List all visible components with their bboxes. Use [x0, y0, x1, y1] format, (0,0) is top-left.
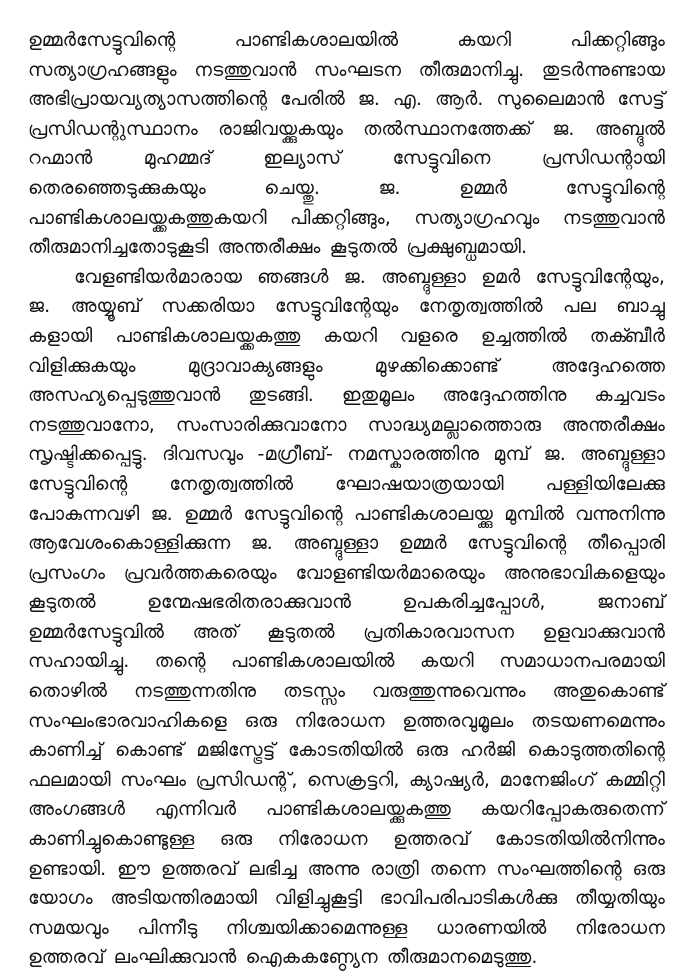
- body-paragraph: വേളണ്ടിയർമാരായ ഞങ്ങൾ ജ. അബ്ദുള്ളാ ഉമർ സേട്ടുവിന്റേയും, ജ. അയ്യൂബ് സക്കരിയാ സേട്ടുവിന്റേയും നേതൃത്വത്തിൽ പല ബാച്ചു കളായി പാണ്ടികശാലയ്ക്കകത്തു കയറി വളരെ ഉച്ചത്തിൽ തക്ബീർ വിളിക്കുകയും മുദ്രാവാക്യങ്ങളും മുഴക്കിക്കൊണ്ട് അദ്ദേഹത്തെ അസഹ്യപ്പെടുത്തുവാൻ തുടങ്ങി. ഇതുമൂലം അദ്ദേഹത്തിനു കച്ചവടം നടത്തുവാനോ, സംസാരിക്കുവാനോ സാദ്ധ്യമല്ലാത്തൊരു അന്തരീക്ഷം സൃഷ്ടിക്കപ്പെട്ടു. ദിവസവും -മഗ്രീബ്- നമസ്കാരത്തിനു മുമ്പ് ജ. അബ്ദുള്ളാ സേട്ടുവിന്റെ നേതൃത്വത്തിൽ ഘോഷയാത്രയായി പള്ളിയിലേക്കു പോകുന്നവഴി ജ. ഉമ്മർ സേട്ടുവിന്റെ പാണ്ടികശാലയ്ക്കു മുമ്പിൽ വന്നുനിന്നു ആവേശംകൊള്ളിക്കുന്ന ജ. അബ്ദുള്ളാ ഉമ്മർ സേട്ടുവിന്റെ തീപ്പൊരി പ്രസംഗം പ്രവർത്തകരെയും വോളണ്ടിയർമാരെയും അനുഭാവികളെയും കൂടുതൽ ഉന്മേഷഭരിതരാക്കുവാൻ ഉപകരിച്ചപ്പോൾ, ജനാബ് ഉമ്മർസേട്ടുവിൽ അത് കൂടുതൽ പ്രതികാരവാസന ഉളവാക്കുവാൻ സഹായിച്ചു. തന്റെ പാണ്ടികശാലയിൽ കയറി സമാധാനപരമായി തൊഴിൽ നടത്തുന്നതിനു തടസ്സം വരുത്തുന്നുവെന്നും അതുകൊണ്ട് സംഘംഭാരവാഹികളെ ഒരു നിരോധന ഉത്തരവുമൂലം തടയണമെന്നും കാണിച്ച് കൊണ്ട് മജിസ്ട്രേട്ട് കോടതിയിൽ ഒരു ഹർജി കൊടുത്തതിന്റെ ഫലമായി സംഘം പ്രസിഡന്റ്, സെക്രട്ടറി, ക്യാഷ്യർ, മാനേജിംഗ് കമ്മിറ്റി അംഗങ്ങൾ എന്നിവർ പാണ്ടികശാലയ്ക്കുകത്തു കയറിപ്പോകരുതെന്ന് കാണിച്ചുകൊണ്ടുള്ള ഒരു നിരോധന ഉത്തരവ് കോടതിയിൽനിന്നും ഉണ്ടായി. ഈ ഉത്തരവ് ലഭിച്ച അന്നു രാത്രി തന്നെ സംഘത്തിന്റെ ഒരു യോഗം അടിയന്തിരമായി വിളിച്ചുകൂട്ടി ഭാവിപരിപാടികൾക്കു തീയ്യതിയും സമയവും പിന്നീടു നിശ്ചയിക്കാമെന്നുള്ള ധാരണയിൽ നിരോധന ഉത്തരവ് ലംഘിക്കുവാൻ ഐകകണ്ഠ്യേന തീരുമാനമെടുത്തു.: [28, 265, 665, 969]
- body-paragraph-continuation: ഉമ്മർസേട്ടുവിന്റെ പാണ്ടികശാലയിൽ കയറി പിക്കറ്റിങ്ങും സത്യാഗ്രഹങ്ങളും നടത്തുവാൻ സംഘടന തീരുമാനിച്ചു. തുടർന്നുണ്ടായ അഭിപ്രായവ്യത്യാസത്തിന്റെ പേരിൽ ജ. എ. ആർ. സുലൈമാൻ സേട്ട് പ്രസിഡന്റുസ്ഥാനം രാജിവയ്ക്കുകയും തൽസ്ഥാനത്തേക്ക് ജ. അബ്ദുൽ റഹ്മാൻ മുഹമ്മദ് ഇല്യാസ് സേട്ടുവിനെ പ്രസിഡന്റായി തെരഞ്ഞെടുക്കുകയും ചെയ്തു. ജ. ഉമ്മർ സേട്ടുവിന്റെ പാണ്ടികശാലയ്ക്കകത്തുകയറി പിക്കറ്റിങ്ങും, സത്യാഗ്രഹവും നടത്തുവാൻ തീരുമാനിച്ചതോടുകൂടി അന്തരീക്ഷം കൂടുതൽ പ്രക്ഷുബ്ധമായി.: [28, 29, 665, 259]
